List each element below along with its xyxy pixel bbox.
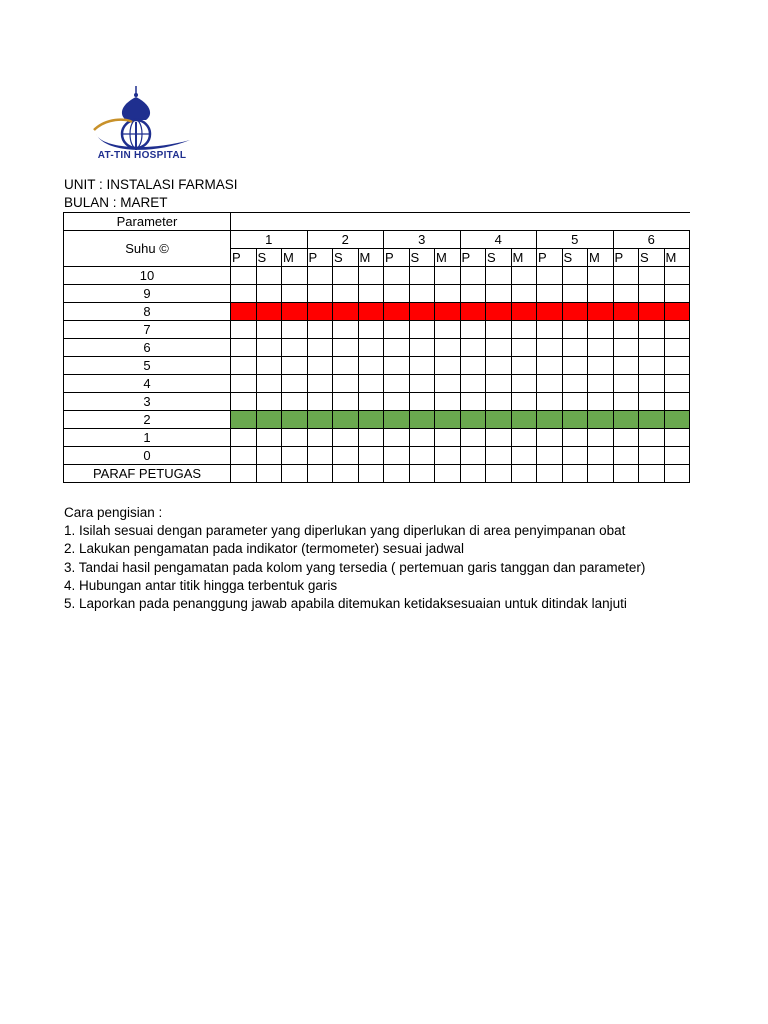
entry-cell[interactable]	[358, 375, 384, 393]
entry-cell[interactable]	[307, 429, 333, 447]
entry-cell[interactable]	[256, 375, 282, 393]
shift-header: S	[333, 249, 359, 267]
entry-cell[interactable]	[409, 393, 435, 411]
entry-cell[interactable]	[613, 303, 639, 321]
entry-cell[interactable]	[664, 339, 690, 357]
entry-cell[interactable]	[231, 285, 257, 303]
shift-header: M	[435, 249, 461, 267]
entry-cell[interactable]	[588, 339, 614, 357]
entry-cell[interactable]	[409, 267, 435, 285]
table-row	[64, 429, 690, 447]
entry-cell[interactable]	[486, 393, 512, 411]
table-row	[64, 339, 690, 357]
entry-cell[interactable]	[282, 411, 308, 429]
entry-cell[interactable]	[588, 429, 614, 447]
entry-cell[interactable]	[486, 375, 512, 393]
table-row	[64, 321, 690, 339]
entry-cell[interactable]	[231, 465, 257, 483]
parameter-value-cell	[231, 213, 690, 231]
entry-cell[interactable]	[282, 447, 308, 465]
entry-cell[interactable]	[562, 447, 588, 465]
entry-cell[interactable]	[613, 465, 639, 483]
entry-cell[interactable]	[358, 393, 384, 411]
entry-cell[interactable]	[613, 357, 639, 375]
entry-cell[interactable]	[307, 375, 333, 393]
entry-cell[interactable]	[409, 339, 435, 357]
entry-cell[interactable]	[231, 321, 257, 339]
entry-cell[interactable]	[613, 267, 639, 285]
entry-cell[interactable]	[435, 465, 461, 483]
entry-cell[interactable]	[307, 357, 333, 375]
row-label: 5	[64, 357, 231, 375]
entry-cell[interactable]	[307, 447, 333, 465]
shift-header: P	[537, 249, 563, 267]
entry-cell[interactable]	[256, 339, 282, 357]
entry-cell[interactable]	[588, 267, 614, 285]
entry-cell[interactable]	[537, 393, 563, 411]
entry-cell[interactable]	[282, 285, 308, 303]
day-header: 1	[231, 231, 308, 249]
shift-header: P	[307, 249, 333, 267]
entry-cell[interactable]	[613, 285, 639, 303]
entry-cell[interactable]	[511, 429, 537, 447]
entry-cell[interactable]	[639, 303, 665, 321]
entry-cell[interactable]	[409, 465, 435, 483]
entry-cell[interactable]	[562, 321, 588, 339]
entry-cell[interactable]	[511, 447, 537, 465]
entry-cell[interactable]	[639, 465, 665, 483]
entry-cell[interactable]	[358, 429, 384, 447]
shift-header: P	[384, 249, 410, 267]
entry-cell[interactable]	[307, 393, 333, 411]
entry-cell[interactable]	[384, 447, 410, 465]
entry-cell[interactable]	[664, 321, 690, 339]
entry-cell[interactable]	[562, 411, 588, 429]
row-label: 0	[64, 447, 231, 465]
entry-cell[interactable]	[537, 321, 563, 339]
entry-cell[interactable]	[307, 303, 333, 321]
entry-cell[interactable]	[486, 411, 512, 429]
entry-cell[interactable]	[639, 267, 665, 285]
entry-cell[interactable]	[282, 357, 308, 375]
entry-cell[interactable]	[435, 321, 461, 339]
row-label: 1	[64, 429, 231, 447]
entry-cell[interactable]	[358, 447, 384, 465]
entry-cell[interactable]	[333, 393, 359, 411]
logo-text: AT-TIN HOSPITAL	[97, 150, 187, 161]
entry-cell[interactable]	[256, 447, 282, 465]
entry-cell[interactable]	[537, 339, 563, 357]
shift-header: S	[486, 249, 512, 267]
entry-cell[interactable]	[639, 393, 665, 411]
entry-cell[interactable]	[282, 339, 308, 357]
entry-cell[interactable]	[613, 339, 639, 357]
temperature-chart-table	[63, 212, 690, 483]
entry-cell[interactable]	[588, 447, 614, 465]
entry-cell[interactable]	[460, 375, 486, 393]
entry-cell[interactable]	[562, 393, 588, 411]
day-header: 4	[460, 231, 537, 249]
entry-cell[interactable]	[384, 339, 410, 357]
day-header: 5	[537, 231, 614, 249]
entry-cell[interactable]	[384, 357, 410, 375]
entry-cell[interactable]	[486, 465, 512, 483]
entry-cell[interactable]	[537, 465, 563, 483]
entry-cell[interactable]	[537, 447, 563, 465]
entry-cell[interactable]	[231, 429, 257, 447]
day-header: 2	[307, 231, 384, 249]
entry-cell[interactable]	[588, 393, 614, 411]
entry-cell[interactable]	[588, 285, 614, 303]
instruction-item: 3. Tandai hasil pengamatan pada kolom yang tersedia ( pertemuan garis tanggan dan parameter)	[64, 559, 646, 575]
entry-cell[interactable]	[537, 303, 563, 321]
entry-cell[interactable]	[282, 267, 308, 285]
entry-cell[interactable]	[639, 357, 665, 375]
table-row	[64, 357, 690, 375]
entry-cell[interactable]	[639, 447, 665, 465]
entry-cell[interactable]	[435, 393, 461, 411]
entry-cell[interactable]	[460, 339, 486, 357]
shift-header: S	[256, 249, 282, 267]
row-label: 6	[64, 339, 231, 357]
instruction-item: 2. Lakukan pengamatan pada indikator (termometer) sesuai jadwal	[64, 541, 464, 557]
entry-cell[interactable]	[511, 357, 537, 375]
entry-cell[interactable]	[537, 285, 563, 303]
entry-cell[interactable]	[639, 375, 665, 393]
entry-cell[interactable]	[231, 267, 257, 285]
entry-cell[interactable]	[307, 465, 333, 483]
row-label: 4	[64, 375, 231, 393]
entry-cell[interactable]	[639, 411, 665, 429]
entry-cell[interactable]	[409, 375, 435, 393]
entry-cell[interactable]	[613, 447, 639, 465]
entry-cell[interactable]	[231, 375, 257, 393]
entry-cell[interactable]	[256, 465, 282, 483]
entry-cell[interactable]	[256, 393, 282, 411]
entry-cell[interactable]	[537, 411, 563, 429]
table-row	[64, 447, 690, 465]
entry-cell[interactable]	[562, 357, 588, 375]
shift-header: M	[664, 249, 690, 267]
entry-cell[interactable]	[231, 357, 257, 375]
row-label: 9	[64, 285, 231, 303]
day-header: 3	[384, 231, 461, 249]
entry-cell[interactable]	[384, 303, 410, 321]
entry-cell[interactable]	[460, 303, 486, 321]
entry-cell[interactable]	[511, 285, 537, 303]
entry-cell[interactable]	[511, 465, 537, 483]
entry-cell[interactable]	[333, 411, 359, 429]
entry-cell[interactable]	[588, 375, 614, 393]
table-row	[64, 303, 690, 321]
entry-cell[interactable]	[562, 267, 588, 285]
entry-cell[interactable]	[613, 393, 639, 411]
entry-cell[interactable]	[384, 321, 410, 339]
instructions-list	[64, 522, 645, 613]
instructions	[64, 504, 645, 613]
month-label: BULAN : MARET	[64, 195, 168, 210]
entry-cell[interactable]	[231, 393, 257, 411]
entry-cell[interactable]	[460, 429, 486, 447]
entry-cell[interactable]	[537, 267, 563, 285]
parameter-row	[64, 213, 690, 231]
entry-cell[interactable]	[588, 465, 614, 483]
entry-cell[interactable]	[613, 375, 639, 393]
instruction-item: 4. Hubungan antar titik hingga terbentuk garis	[64, 577, 338, 593]
entry-cell[interactable]	[664, 303, 690, 321]
table-row	[64, 393, 690, 411]
entry-cell[interactable]	[256, 267, 282, 285]
entry-cell[interactable]	[256, 321, 282, 339]
row-label: 3	[64, 393, 231, 411]
entry-cell[interactable]	[613, 411, 639, 429]
entry-cell[interactable]	[384, 375, 410, 393]
entry-cell[interactable]	[537, 375, 563, 393]
row-label: 10	[64, 267, 231, 285]
entry-cell[interactable]	[562, 429, 588, 447]
entry-cell[interactable]	[588, 303, 614, 321]
entry-cell[interactable]	[664, 465, 690, 483]
entry-cell[interactable]	[562, 339, 588, 357]
entry-cell[interactable]	[435, 447, 461, 465]
row-label: 7	[64, 321, 231, 339]
entry-cell[interactable]	[384, 285, 410, 303]
entry-cell[interactable]	[256, 357, 282, 375]
entry-cell[interactable]	[511, 393, 537, 411]
entry-cell[interactable]	[511, 267, 537, 285]
row-label: PARAF PETUGAS	[64, 465, 231, 483]
entry-cell[interactable]	[333, 321, 359, 339]
entry-cell[interactable]	[486, 285, 512, 303]
entry-cell[interactable]	[435, 303, 461, 321]
shift-header: P	[460, 249, 486, 267]
instruction-item: 5. Laporkan pada penanggung jawab apabila ditemukan ketidaksesuaian untuk ditindak lanjuti	[64, 596, 627, 612]
entry-cell[interactable]	[358, 303, 384, 321]
entry-cell[interactable]	[588, 321, 614, 339]
entry-cell[interactable]	[639, 321, 665, 339]
entry-cell[interactable]	[486, 321, 512, 339]
entry-cell[interactable]	[460, 285, 486, 303]
entry-cell[interactable]	[486, 429, 512, 447]
shift-header: M	[282, 249, 308, 267]
row-label: 8	[64, 303, 231, 321]
entry-cell[interactable]	[333, 357, 359, 375]
entry-cell[interactable]	[333, 303, 359, 321]
entry-cell[interactable]	[435, 267, 461, 285]
entry-cell[interactable]	[256, 303, 282, 321]
entry-cell[interactable]	[511, 375, 537, 393]
entry-cell[interactable]	[639, 429, 665, 447]
entry-cell[interactable]	[358, 357, 384, 375]
entry-cell[interactable]	[384, 393, 410, 411]
entry-cell[interactable]	[460, 393, 486, 411]
entry-cell[interactable]	[562, 465, 588, 483]
entry-cell[interactable]	[358, 267, 384, 285]
table-row	[64, 267, 690, 285]
entry-cell[interactable]	[588, 357, 614, 375]
entry-cell[interactable]	[562, 303, 588, 321]
entry-cell[interactable]	[358, 285, 384, 303]
entry-cell[interactable]	[307, 411, 333, 429]
hospital-logo	[86, 84, 198, 170]
entry-cell[interactable]	[358, 321, 384, 339]
shift-header: P	[613, 249, 639, 267]
entry-cell[interactable]	[460, 447, 486, 465]
entry-cell[interactable]	[639, 285, 665, 303]
entry-cell[interactable]	[613, 321, 639, 339]
entry-cell[interactable]	[256, 285, 282, 303]
entry-cell[interactable]	[435, 339, 461, 357]
entry-cell[interactable]	[307, 267, 333, 285]
entry-cell[interactable]	[384, 429, 410, 447]
entry-cell[interactable]	[333, 465, 359, 483]
entry-cell[interactable]	[460, 465, 486, 483]
entry-cell[interactable]	[333, 447, 359, 465]
entry-cell[interactable]	[231, 411, 257, 429]
shift-header: S	[562, 249, 588, 267]
day-header-row	[64, 231, 690, 249]
entry-cell[interactable]	[307, 321, 333, 339]
entry-cell[interactable]	[282, 429, 308, 447]
entry-cell[interactable]	[409, 321, 435, 339]
entry-cell[interactable]	[282, 375, 308, 393]
entry-cell[interactable]	[409, 447, 435, 465]
entry-cell[interactable]	[664, 285, 690, 303]
entry-cell[interactable]	[333, 429, 359, 447]
shift-header: M	[588, 249, 614, 267]
entry-cell[interactable]	[409, 357, 435, 375]
day-header: 6	[613, 231, 690, 249]
instructions-title: Cara pengisian :	[64, 505, 163, 520]
entry-cell[interactable]	[537, 357, 563, 375]
entry-cell[interactable]	[358, 411, 384, 429]
entry-cell[interactable]	[384, 267, 410, 285]
entry-cell[interactable]	[537, 429, 563, 447]
entry-cell[interactable]	[435, 285, 461, 303]
instruction-item: 1. Isilah sesuai dengan parameter yang diperlukan yang diperlukan di area penyimpanan obat	[64, 523, 626, 539]
entry-cell[interactable]	[486, 303, 512, 321]
entry-cell[interactable]	[231, 339, 257, 357]
entry-cell[interactable]	[333, 375, 359, 393]
entry-cell[interactable]	[256, 429, 282, 447]
entry-cell[interactable]	[511, 321, 537, 339]
entry-cell[interactable]	[282, 465, 308, 483]
entry-cell[interactable]	[333, 285, 359, 303]
shift-header: M	[358, 249, 384, 267]
entry-cell[interactable]	[486, 267, 512, 285]
entry-cell[interactable]	[256, 411, 282, 429]
table-row	[64, 465, 690, 483]
entry-cell[interactable]	[409, 411, 435, 429]
table-row	[64, 411, 690, 429]
entry-cell[interactable]	[664, 447, 690, 465]
entry-cell[interactable]	[460, 357, 486, 375]
entry-cell[interactable]	[384, 411, 410, 429]
entry-cell[interactable]	[231, 447, 257, 465]
entry-cell[interactable]	[307, 339, 333, 357]
shift-header: M	[511, 249, 537, 267]
entry-cell[interactable]	[613, 429, 639, 447]
entry-cell[interactable]	[664, 411, 690, 429]
shift-header: S	[639, 249, 665, 267]
entry-cell[interactable]	[282, 303, 308, 321]
entry-cell[interactable]	[460, 411, 486, 429]
entry-cell[interactable]	[333, 339, 359, 357]
entry-cell[interactable]	[435, 357, 461, 375]
entry-cell[interactable]	[435, 411, 461, 429]
entry-cell[interactable]	[562, 375, 588, 393]
entry-cell[interactable]	[358, 465, 384, 483]
unit-label: UNIT : INSTALASI FARMASI	[64, 177, 238, 192]
entry-cell[interactable]	[664, 267, 690, 285]
entry-cell[interactable]	[435, 375, 461, 393]
entry-cell[interactable]	[639, 339, 665, 357]
entry-cell[interactable]	[588, 411, 614, 429]
row-label: 2	[64, 411, 231, 429]
entry-cell[interactable]	[307, 285, 333, 303]
entry-cell[interactable]	[486, 447, 512, 465]
suhu-label: Suhu ©	[64, 231, 231, 267]
entry-cell[interactable]	[384, 465, 410, 483]
entry-cell[interactable]	[409, 303, 435, 321]
shift-header: S	[409, 249, 435, 267]
entry-cell[interactable]	[664, 357, 690, 375]
entry-cell[interactable]	[562, 285, 588, 303]
entry-cell[interactable]	[511, 339, 537, 357]
entry-cell[interactable]	[358, 339, 384, 357]
entry-cell[interactable]	[333, 267, 359, 285]
entry-cell[interactable]	[486, 339, 512, 357]
entry-cell[interactable]	[435, 429, 461, 447]
entry-cell[interactable]	[486, 357, 512, 375]
entry-cell[interactable]	[460, 321, 486, 339]
entry-cell[interactable]	[460, 267, 486, 285]
shift-header: P	[231, 249, 257, 267]
parameter-label: Parameter	[64, 213, 231, 231]
table-row	[64, 375, 690, 393]
table-row	[64, 285, 690, 303]
entry-cell[interactable]	[511, 411, 537, 429]
entry-cell[interactable]	[511, 303, 537, 321]
entry-cell[interactable]	[409, 429, 435, 447]
entry-cell[interactable]	[664, 393, 690, 411]
entry-cell[interactable]	[664, 375, 690, 393]
entry-cell[interactable]	[231, 303, 257, 321]
entry-cell[interactable]	[409, 285, 435, 303]
entry-cell[interactable]	[282, 321, 308, 339]
entry-cell[interactable]	[282, 393, 308, 411]
entry-cell[interactable]	[664, 429, 690, 447]
